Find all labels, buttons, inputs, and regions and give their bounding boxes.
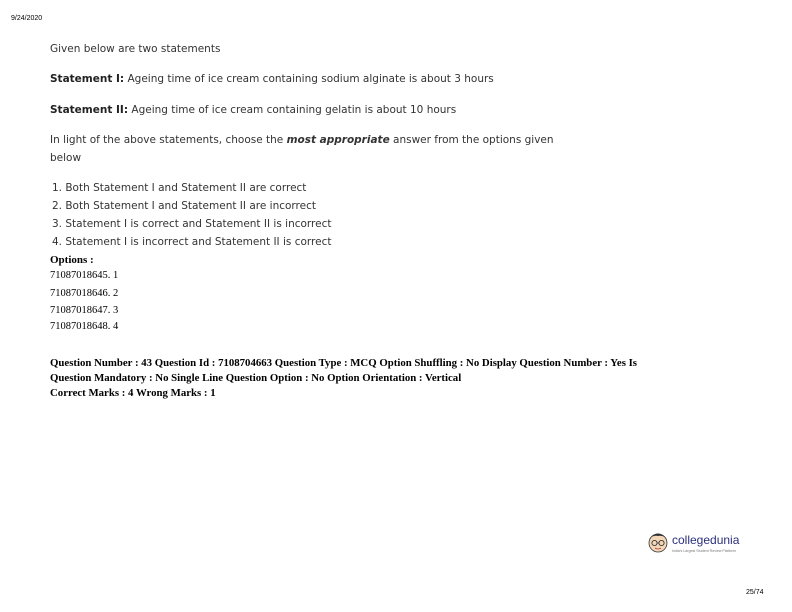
option-id-4: 71087018648. 4: [50, 321, 119, 332]
instruction: [50, 134, 554, 146]
instruction-pre: In light of the above statements, choose the: [50, 134, 287, 146]
print-date: 9/24/2020: [11, 15, 43, 22]
choice-4: 4. Statement I is incorrect and Statement II is correct: [52, 236, 332, 248]
mascot-icon: [646, 528, 672, 558]
statement-1-text: Ageing time of ice cream containing sodium alginate is about 3 hours: [124, 73, 494, 85]
question-meta-line2: Question Mandatory : No Single Line Question Option : No Option Orientation : Vertical: [50, 372, 462, 384]
statement-1: [50, 73, 494, 85]
instruction-line2: below: [50, 152, 82, 164]
choice-2: 2. Both Statement I and Statement II are incorrect: [52, 200, 316, 212]
instruction-emphasis: most appropriate: [286, 134, 390, 146]
option-id-3: 71087018647. 3: [50, 305, 119, 316]
instruction-post: answer from the options given: [389, 134, 554, 146]
statement-2-text: Ageing time of ice cream containing gelatin is about 10 hours: [128, 104, 457, 116]
option-id-1: 71087018645. 1: [50, 270, 119, 281]
logo-wordmark: collegedunia: [672, 533, 740, 547]
choice-3: 3. Statement I is correct and Statement II is incorrect: [52, 218, 332, 230]
question-meta-line3: Correct Marks : 4 Wrong Marks : 1: [50, 387, 216, 399]
collegedunia-logo: [646, 528, 756, 562]
question-meta-line1: Question Number : 43 Question Id : 7108704663 Question Type : MCQ Option Shuffling : No Display Question Number : Yes Is: [50, 357, 637, 369]
statement-2: [50, 104, 456, 116]
page-number: 25/74: [746, 589, 764, 596]
statement-1-label: Statement I:: [50, 73, 125, 85]
statement-2-label: Statement II:: [50, 104, 129, 116]
question-intro: Given below are two statements: [50, 43, 221, 55]
option-id-2: 71087018646. 2: [50, 288, 119, 299]
options-label: Options :: [50, 254, 94, 266]
choice-1: 1. Both Statement I and Statement II are correct: [52, 182, 307, 194]
logo-tagline: India's Largest Student Review Platform: [672, 549, 736, 553]
